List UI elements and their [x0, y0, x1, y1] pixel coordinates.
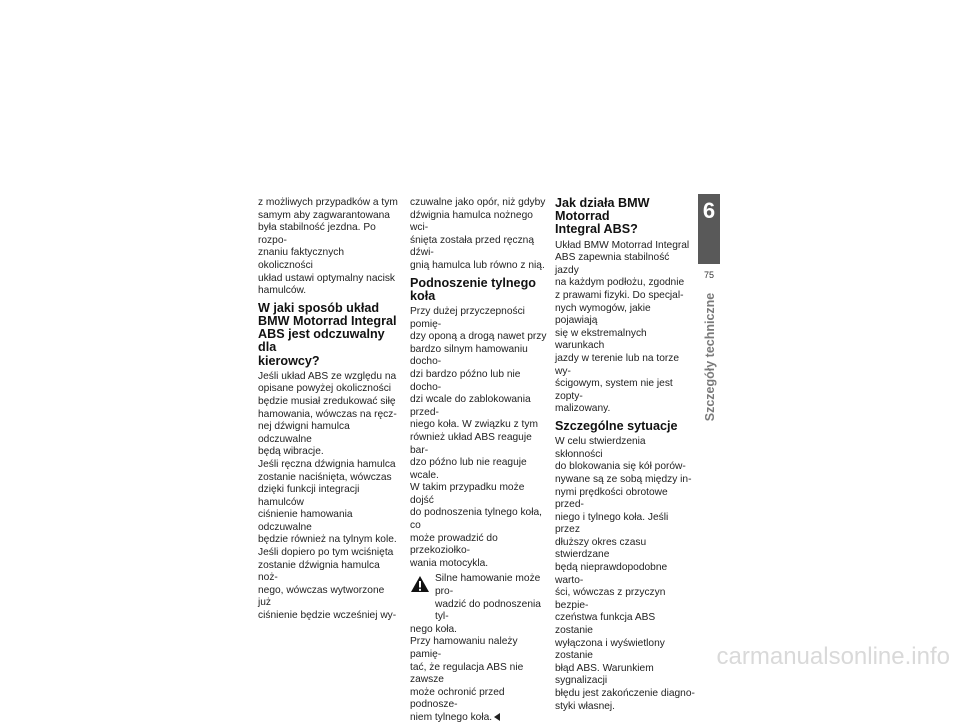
chapter-title: Szczegóły techniczne — [703, 292, 717, 422]
warning-text: nego koła. Przy hamowaniu należy pamię- tać, że regulacja ABS nie zawsze może ochronić przed podnosze- niem tylnego koła. — [410, 623, 524, 723]
warning-note — [410, 573, 550, 724]
section-heading: Szczególne sytuacje — [555, 418, 678, 433]
text-column-3 — [555, 197, 695, 713]
chapter-tab — [698, 194, 720, 264]
watermark: carmanualsonline.info — [716, 643, 950, 670]
chapter-title-vertical — [699, 282, 721, 432]
warning-triangle-icon — [410, 575, 430, 593]
paragraph: Jeśli układ ABS ze względu na opisane powyżej okoliczności będzie musiał zredukować siłę hamowania, wówczas na ręcz- nej dźwigni hamulca odczuwalne będą wibracje. Jeśli ręczna dźwignia hamulca zostanie naciśnięta, wówczas dzięki funkcji integracji hamulców ciśnienie hamowania odczuwalne będzie również na tylnym kole. Jeśli dopiero po tym wciśnięta zostanie dźwignia hamulca noż- nego, wówczas wytworzone już ciśnienie będzie wcześniej wy- — [258, 370, 397, 622]
paragraph: z możliwych przypadków a tym samym aby zagwarantowana była stabilność jezdna. Po rozpo- znaniu faktycznych okoliczności układ ustawi optymalny nacisk hamulców. — [258, 197, 398, 297]
section-heading: Jak działa BMW Motorrad Integral ABS? — [555, 196, 650, 237]
warning-text: Silne hamowanie może pro- wadzić do podnoszenia tyl- — [435, 573, 541, 623]
page-number: 75 — [703, 270, 714, 280]
paragraph: W celu stwierdzenia skłonności do blokowania się kół porów- nywane są ze sobą między in- nymi prędkości obrotowe przed- niego i tylnego koła. Jeśli przez dłuższy okres czasu stwierdzane będą nieprawdopodobne warto- ści, wówczas z przyczyn bezpie- czeństwa funkcja ABS zostanie wyłączona i wyświetlony zostanie błąd ABS. Warunkiem sygnalizacji błędu jest zakończenie diagno- styki własnej. — [555, 436, 695, 712]
end-of-section-icon — [494, 713, 500, 721]
paragraph: Przy dużej przyczepności pomię- dzy oponą a drogą nawet przy bardzo silnym hamowaniu docho- dzi bardzo późno lub nie docho- dzi wcale do zablokowania przed- niego koła. W związku z tym również układ ABS reaguje bar- dzo późno lub nie reaguje wcale. W takim przypadku może dojść do podnoszenia tylnego koła, co może prowadzić do przekoziołko- wania motocykla. — [410, 305, 547, 569]
section-heading: Podnoszenie tylnego koła — [410, 275, 536, 303]
chapter-number: 6 — [702, 198, 716, 223]
paragraph: Układ BMW Motorrad Integral ABS zapewnia stabilność jazdy na każdym podłożu, zgodnie z prawami fizyki. Do specjal- nych wymogów, jakie pojawiają się w ekstremalnych warunkach jazdy w terenie lub na torze wy- ścigowym, system nie jest zopty- malizowany. — [555, 239, 690, 415]
section-heading: W jaki sposób układ BMW Motorrad Integral ABS jest odczuwalny dla kierowcy? — [258, 300, 397, 368]
text-column-2 — [410, 197, 550, 725]
paragraph: czuwalne jako opór, niż gdyby dźwignia hamulca nożnego wci- śnięta została przed ręczną dźwi- gnią hamulca lub równo z nią. — [410, 197, 546, 271]
text-column-1 — [258, 197, 398, 623]
